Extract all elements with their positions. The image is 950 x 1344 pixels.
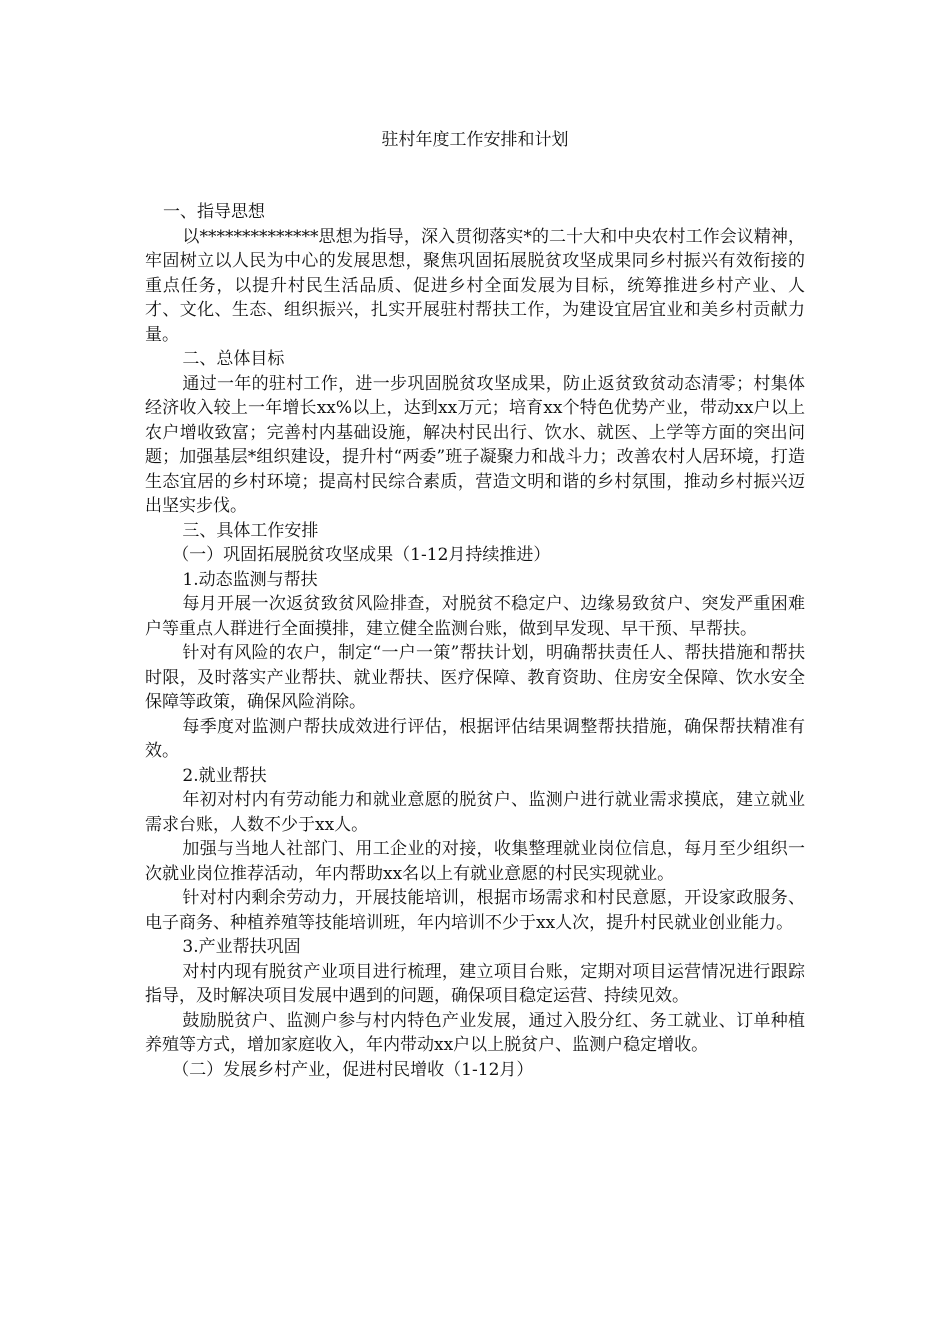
paragraph: 对村内现有脱贫产业项目进行梳理，建立项目台账，定期对项目运营情况进行跟踪指导，及时解决项目发展中遇到的问题，确保项目稳定运营、持续见效。 xyxy=(145,961,805,1006)
subsection-heading: （二）发展乡村产业，促进村民增收（1-12月） xyxy=(172,1059,534,1080)
paragraph: 以**************思想为指导，深入贯彻落实*的二十大和中央农村工作会议精神，牢固树立以人民为中心的发展思想，聚焦巩固拓展脱贫攻坚成果同乡村振兴有效衔接的重点任务，以提升村民生活品质、促进乡村全面发展为目标，统筹推进乡村产业、人才、文化、生态、组织振兴，扎实开展驻村帮扶工作，为建设宜居宜业和美乡村贡献力量。 xyxy=(145,226,805,345)
paragraph: 针对村内剩余劳动力，开展技能培训，根据市场需求和村民意愿，开设家政服务、电子商务、种植养殖等技能培训班，年内培训不少于xx人次，提升村民就业创业能力。 xyxy=(145,888,805,933)
section-heading: 1.动态监测与帮扶 xyxy=(182,569,318,590)
paragraph: 针对有风险的农户，制定“一户一策”帮扶计划，明确帮扶责任人、帮扶措施和帮扶时限，及时落实产业帮扶、就业帮扶、医疗保障、教育资助、住房安全保障、饮水安全保障等政策，确保风险消除。 xyxy=(145,643,805,712)
paragraph: 通过一年的驻村工作，进一步巩固脱贫攻坚成果，防止返贫致贫动态清零；村集体经济收入较上一年增长xx%以上，达到xx万元；培育xx个特色优势产业，带动xx户以上农户增收致富；完善村内基础设施，解决村民出行、饮水、就医、上学等方面的突出问题；加强基层*组织建设，提升村“两委”班子凝聚力和战斗力；改善农村人居环境，打造生态宜居的乡村环境；提高村民综合素质，营造文明和谐的乡村氛围，推动乡村振兴迈出坚实步伐。 xyxy=(145,373,805,516)
paragraph: 每季度对监测户帮扶成效进行评估，根据评估结果调整帮扶措施，确保帮扶精准有效。 xyxy=(145,716,805,761)
section-heading: 三、具体工作安排 xyxy=(182,520,319,541)
document-body xyxy=(145,200,805,1082)
subsection-heading: （一）巩固拓展脱贫攻坚成果（1-12月持续推进） xyxy=(172,545,551,565)
paragraph: 加强与当地人社部门、用工企业的对接，收集整理就业岗位信息，每月至少组织一次就业岗位推荐活动，年内帮助xx名以上有就业意愿的村民实现就业。 xyxy=(145,839,805,884)
section-heading: 一、指导思想 xyxy=(163,202,265,222)
section-heading: 3.产业帮扶巩固 xyxy=(182,937,301,957)
paragraph: 每月开展一次返贫致贫风险排查，对脱贫不稳定户、边缘易致贫户、突发严重困难户等重点人群进行全面摸排，建立健全监测台账，做到早发现、早干预、早帮扶。 xyxy=(145,594,805,639)
document-title: 驻村年度工作安排和计划 xyxy=(381,130,569,150)
section-heading: 二、总体目标 xyxy=(182,349,285,369)
paragraph: 年初对村内有劳动能力和就业意愿的脱贫户、监测户进行就业需求摸底，建立就业需求台账，人数不少于xx人。 xyxy=(145,790,805,835)
paragraph: 鼓励脱贫户、监测户参与村内特色产业发展，通过入股分红、务工就业、订单种植养殖等方式，增加家庭收入，年内带动xx户以上脱贫户、监测户稳定增收。 xyxy=(145,1010,805,1055)
section-heading: 2.就业帮扶 xyxy=(182,765,267,786)
